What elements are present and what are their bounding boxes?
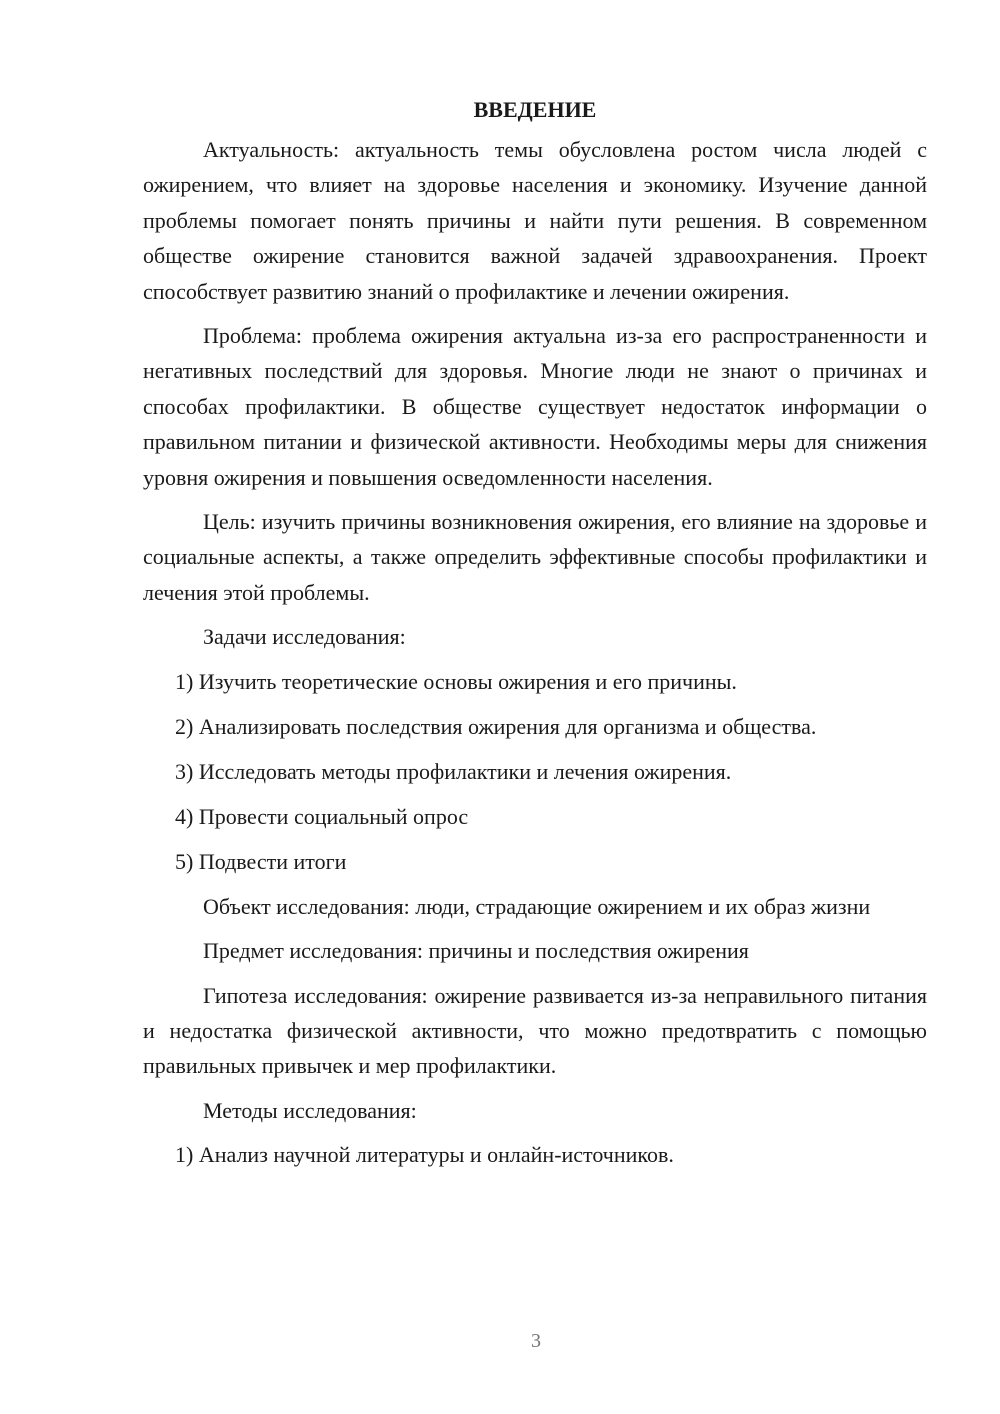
hypothesis-paragraph: Гипотеза исследования: ожирение развивается из-за неправильного питания и недостатка физической активности, что можно предотвратить с помощью правильных привычек и мер профилактики.: [143, 982, 927, 1079]
relevance-paragraph: Актуальность: актуальность темы обусловлена ростом числа людей с ожирением, что влияет на здоровье населения и экономику. Изучение данной проблемы помогает понять причины и найти пути решения. В современном обществе ожирение становится важной задачей здравоохранения. Проект способствует развитию знаний о профилактике и лечении ожирения.: [143, 137, 927, 304]
task-item-3: 3) Исследовать методы профилактики и лечения ожирения.: [175, 758, 732, 784]
subject-paragraph: Предмет исследования: причины и последствия ожирения: [203, 938, 749, 964]
task-item-1: 1) Изучить теоретические основы ожирения и его причины.: [175, 668, 737, 694]
problem-paragraph: Проблема: проблема ожирения актуальна из-за его распространенности и негативных последствий для здоровья. Многие люди не знают о причинах и способах профилактики. В обществе существует недостаток информации о правильном питании и физической активности. Необходимы меры для снижения уровня ожирения и повышения осведомленности населения.: [143, 323, 927, 490]
section-heading: ВВЕДЕНИЕ: [473, 97, 597, 122]
method-item-1: 1) Анализ научной литературы и онлайн-источников.: [175, 1142, 674, 1168]
page-number: 3: [531, 1330, 541, 1352]
task-item-4: 4) Провести социальный опрос: [175, 803, 469, 829]
goal-paragraph: Цель: изучить причины возникновения ожирения, его влияние на здоровье и социальные аспекты, а также определить эффективные способы профилактики и лечения этой проблемы.: [143, 509, 927, 605]
object-paragraph: Объект исследования: люди, страдающие ожирением и их образ жизни: [203, 893, 871, 919]
methods-title: Методы исследования:: [203, 1097, 417, 1123]
page-content: [143, 92, 927, 1182]
tasks-title: Задачи исследования:: [203, 624, 406, 650]
task-item-5: 5) Подвести итоги: [175, 848, 347, 874]
task-item-2: 2) Анализировать последствия ожирения для организма и общества.: [175, 713, 817, 739]
